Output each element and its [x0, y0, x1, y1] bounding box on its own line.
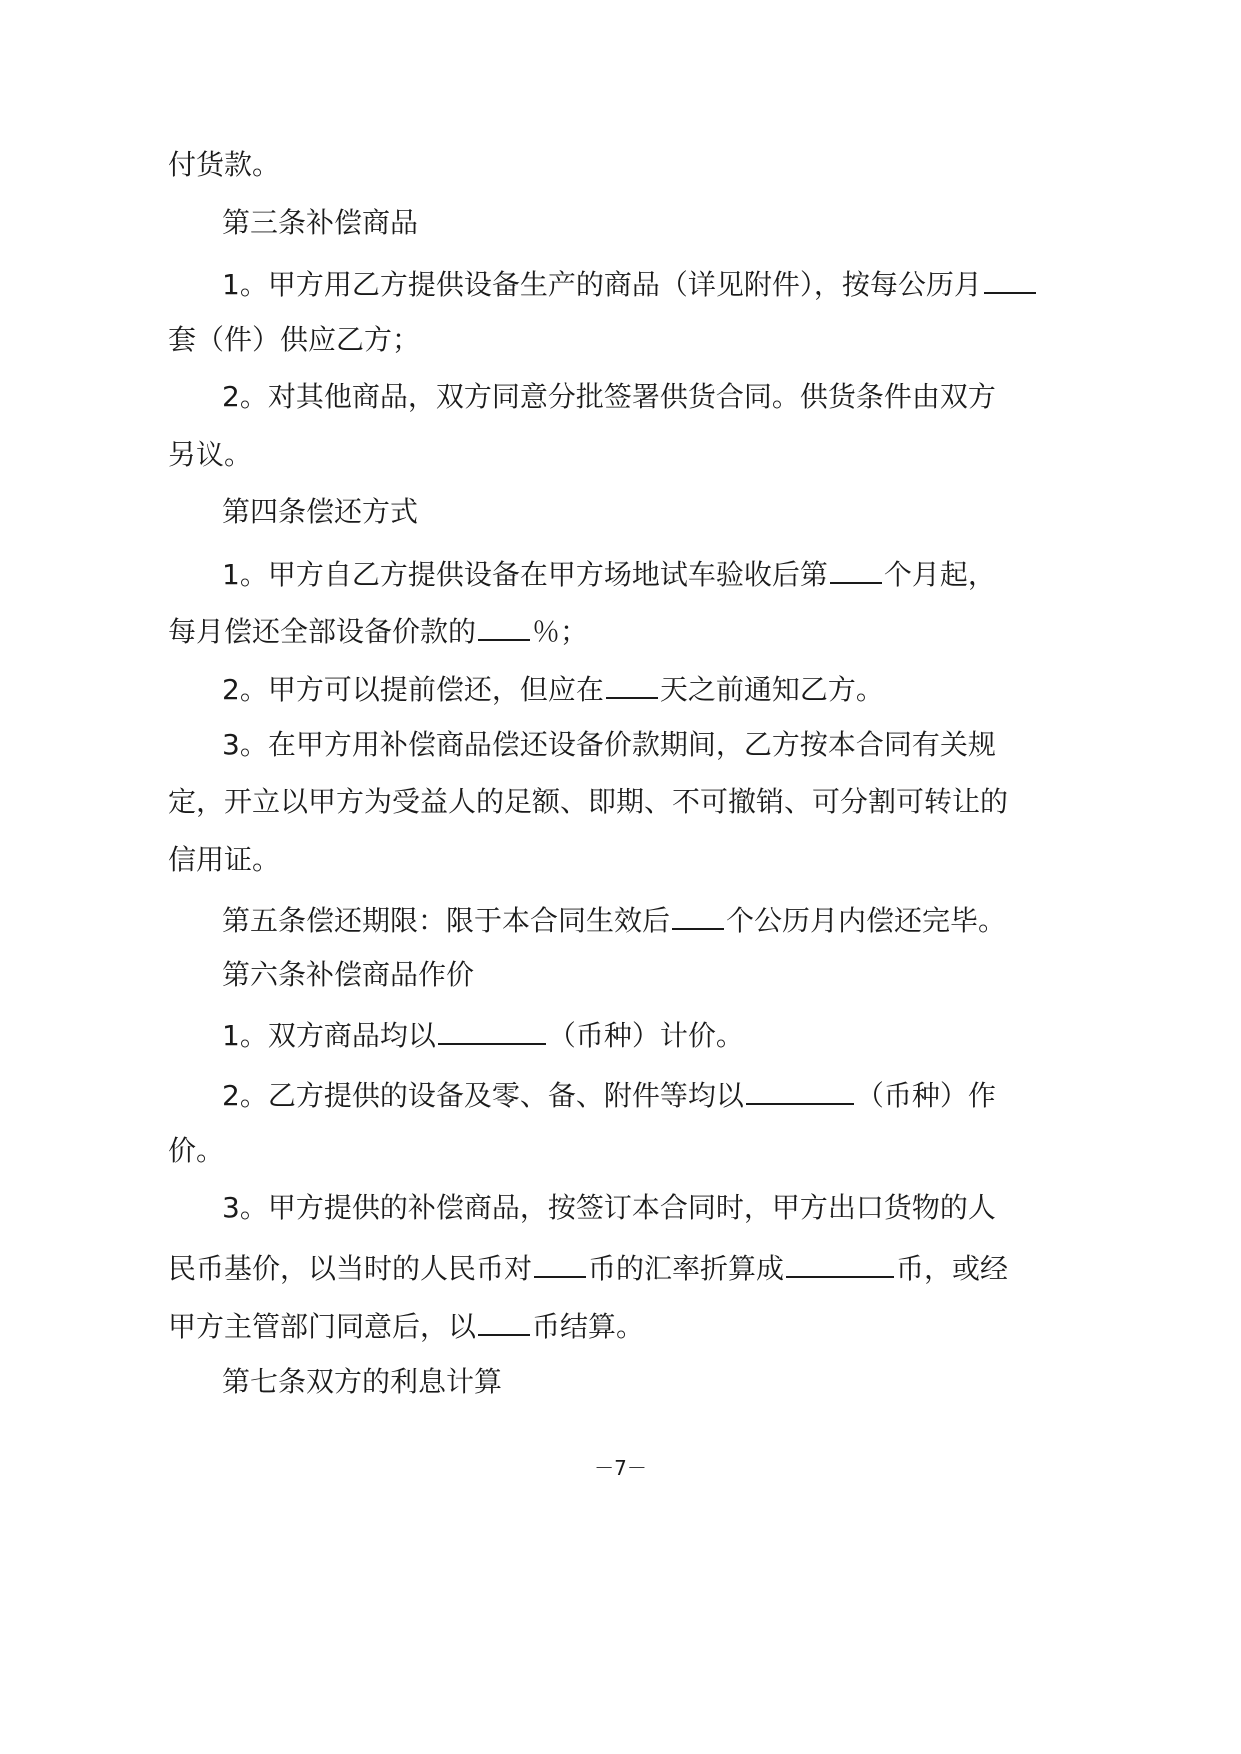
text: 信用证。 — [168, 843, 281, 876]
text: 个月起， — [883, 558, 996, 591]
fill-in-blank — [672, 898, 724, 930]
text: 3。甲方提供的补偿商品，按签订本合同时，甲方出口货物的人 — [222, 1191, 996, 1224]
text: 个公历月内偿还完毕。 — [726, 904, 1007, 937]
article-heading — [0, 1362, 1241, 1402]
text: 民币基价，以当时的人民币对 — [168, 1252, 533, 1285]
text: 2。甲方可以提前偿还，但应在 — [222, 673, 604, 706]
text: 第五条偿还期限：限于本合同生效后 — [222, 904, 671, 937]
text: 套（件）供应乙方； — [168, 323, 421, 356]
paragraph-line — [0, 667, 1241, 707]
text: 2。乙方提供的设备及零、备、附件等均以 — [222, 1079, 744, 1112]
paragraph-line — [0, 1304, 1241, 1344]
text: 币，或经 — [896, 1252, 1009, 1285]
text: （币种）作 — [855, 1079, 996, 1112]
text: 定，开立以甲方为受益人的足额、即期、不可撤销、可分割可转让的 — [168, 785, 1009, 818]
paragraph-line — [0, 1246, 1241, 1286]
page-number: －7－ — [594, 1456, 647, 1480]
paragraph-line — [0, 609, 1241, 649]
text: 每月偿还全部设备价款的 — [168, 615, 477, 648]
text: 甲方主管部门同意后，以 — [168, 1310, 477, 1343]
text: 1。甲方用乙方提供设备生产的商品（详见附件），按每公历月 — [222, 268, 982, 301]
article-heading — [0, 898, 1241, 938]
paragraph-line — [0, 145, 1241, 185]
paragraph-line — [0, 435, 1241, 475]
fill-in-blank — [786, 1246, 894, 1278]
text: 第六条补偿商品作价 — [222, 958, 475, 991]
text: 3。在甲方用补偿商品偿还设备价款期间，乙方按本合同有关规 — [222, 728, 996, 761]
text: （币种）计价。 — [547, 1019, 744, 1052]
paragraph-line — [0, 1188, 1241, 1228]
paragraph-line — [0, 840, 1241, 880]
paragraph-line — [0, 1131, 1241, 1171]
text: 币的汇率折算成 — [588, 1252, 785, 1285]
text: 另议。 — [168, 438, 253, 471]
text: 1。双方商品均以 — [222, 1019, 436, 1052]
fill-in-blank — [606, 667, 658, 699]
article-heading — [0, 492, 1241, 532]
fill-in-blank — [830, 552, 882, 584]
article-heading — [0, 955, 1241, 995]
paragraph-line — [0, 552, 1241, 592]
paragraph-line — [0, 1013, 1241, 1053]
text: ％； — [532, 615, 589, 648]
text: 第四条偿还方式 — [222, 495, 419, 528]
text: 付货款。 — [168, 148, 281, 181]
paragraph-line — [0, 377, 1241, 417]
article-heading — [0, 203, 1241, 243]
paragraph-line — [0, 725, 1241, 765]
fill-in-blank — [478, 609, 530, 641]
fill-in-blank — [746, 1073, 854, 1105]
text: 价。 — [168, 1134, 225, 1167]
text: 币结算。 — [532, 1310, 645, 1343]
fill-in-blank — [438, 1013, 546, 1045]
text: 第七条双方的利息计算 — [222, 1365, 503, 1398]
paragraph-line — [0, 782, 1241, 822]
text: 第三条补偿商品 — [222, 206, 419, 239]
text: 天之前通知乙方。 — [659, 673, 884, 706]
text: 1。甲方自乙方提供设备在甲方场地试车验收后第 — [222, 558, 828, 591]
paragraph-line — [0, 262, 1241, 302]
fill-in-blank — [984, 262, 1036, 294]
text: 2。对其他商品，双方同意分批签署供货合同。供货条件由双方 — [222, 380, 996, 413]
fill-in-blank — [534, 1246, 586, 1278]
paragraph-line — [0, 1073, 1241, 1113]
fill-in-blank — [478, 1304, 530, 1336]
paragraph-line — [0, 320, 1241, 360]
